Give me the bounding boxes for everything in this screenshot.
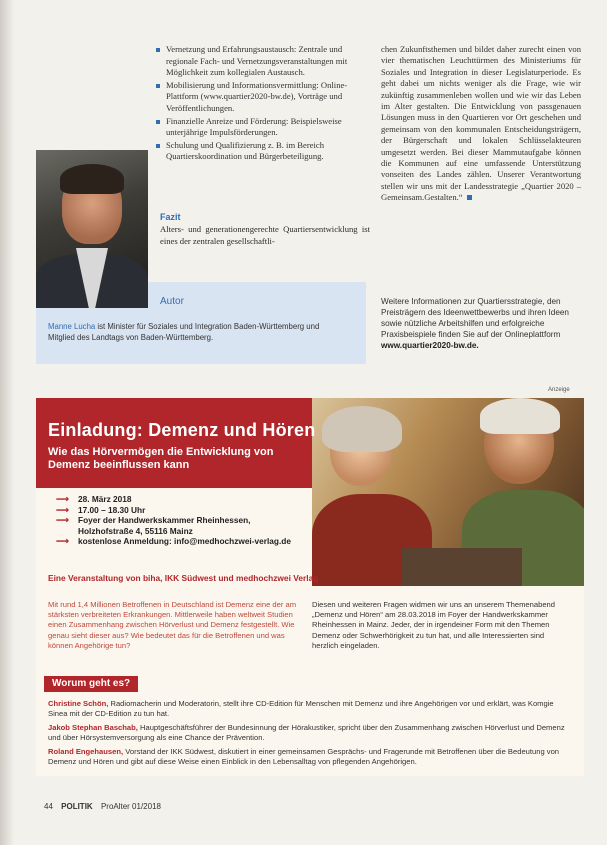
author-photo	[36, 150, 148, 308]
page-fold-shadow	[0, 0, 14, 845]
speaker-text: Vorstand der IKK Südwest, diskutiert in einer gemeinsamen Gesprächs- und Fragerunde mit Betroffenen über die Bedeutung von Demenz und Hören und gibt auf diese Weise einen Einblick in den Lebensalltag von pflegenden Angehörigen.	[48, 746, 560, 767]
ad-title	[48, 420, 315, 441]
page-number: 44	[44, 802, 53, 811]
bullet-item: Mobilisierung und Informationsvermittlung: Online-Plattform (www.quartier2020-bw.de), Vorträge und Veröffentlichungen.	[156, 80, 370, 115]
footer-section: POLITIK	[61, 802, 93, 811]
speaker-item	[48, 723, 573, 744]
speaker-name: Christine Schön,	[48, 699, 109, 708]
speaker-text: Hauptgeschäftsführer der Bundesinnung der Hörakustiker, spricht über den Zusammenhang zwischen Hörverlust und Demenz und über Hörsystemversorgung als eine Chance der Prävention.	[48, 722, 565, 743]
fazit-heading: Fazit	[160, 212, 181, 222]
event-organizer: Eine Veranstaltung von biha, IKK Südwest und medhochzwei Verlag	[48, 573, 319, 583]
page-footer	[44, 802, 161, 811]
author-description: ist Minister für Soziales und Integration Baden-Württemberg und Mitglied des Landtags von Baden-Württemberg.	[48, 322, 320, 342]
footer-magazine: ProAlter 01/2018	[100, 802, 161, 811]
ad-title-rest: : Demenz und Hören	[136, 420, 316, 440]
event-details	[56, 494, 308, 547]
arrow-right-icon: ⟶	[56, 536, 69, 547]
ad-intro-right: Diesen und weiteren Fragen widmen wir uns an unserem Themenabend „Demenz und Hören“ am 28.03.2018 im Foyer der Handwerkskammer Rheinhessen in Mainz. Jeder, der in irgendeiner Form mit den Themen Demenz oder Schwerhörigkeit zu tun hat, und alle Interessierten sind herzlich eingeladen.	[312, 600, 555, 650]
speaker-list	[48, 699, 573, 770]
arrow-right-icon: ⟶	[56, 504, 69, 515]
ad-subtitle: Wie das Hörvermögen die Entwicklung von Demenz beeinflussen kann	[48, 446, 274, 471]
event-date: 28. März 2018	[78, 494, 132, 504]
bullet-item: Schulung und Qualifizierung z. B. im Bereich Quartierskoordination und Bürgerbeteiligung.	[156, 140, 370, 163]
arrow-right-icon: ⟶	[56, 494, 69, 504]
platform-link[interactable]: www.quartier2020-bw.de.	[381, 341, 479, 350]
ad-photo	[312, 398, 584, 586]
speaker-item	[48, 699, 573, 720]
ad-intro-left: Mit rund 1,4 Millionen Betroffenen in Deutschland ist Demenz eine der am stärksten verbreiteten Erkrankungen. Mittlerweile haben weltweit Studien einen Zusammenhang zwischen Hörverlust und Demenz festgestellt. Wie genau sieht dieser aus? Wie bedeutet das für die Betroffenen und was können Angehörige tun?	[48, 600, 297, 650]
speaker-name: Roland Engehausen,	[48, 746, 124, 756]
event-venue: Foyer der Handwerkskammer Rheinhessen,	[78, 515, 251, 526]
event-address: Holzhofstraße 4, 55116 Mainz	[78, 525, 193, 536]
speaker-name: Jakob Stephan Baschab,	[48, 722, 138, 732]
event-time: 17.00 – 18.30 Uhr	[78, 504, 146, 515]
more-info	[381, 296, 586, 351]
ad-title-banner	[36, 398, 312, 488]
speaker-item	[48, 747, 573, 768]
support-bullet-list	[156, 44, 370, 164]
speaker-text: Radiomacherin und Moderatorin, stellt ihre CD-Edition für Menschen mit Demenz und ihre Angehörigen vor und erklärt, was Komgie Sinea mit der CD-Edition zu tun hat.	[48, 699, 554, 719]
right-column-body: chen Zukunftsthemen und bildet daher zurecht einen von vier thematischen Leuchttürmen des Ministeriums für Soziales und Integration in dieser Legislaturperiode. Es geht dabei um nichts weniger als die Frage, wie wir zukünftig zusammenleben wollen und wie wir das Leben im Alter gestalten. Die Entwicklung von passgenauen Lösungen muss in den Quartieren vor Ort geschehen und gemeinsam von den kommunalen Entscheidungsträgern, der Bürgerschaft und lokalen Schlüsselakteuren umgesetzt werden. Bei dieser Mammutaufgabe können die Kommunen auf eine umfassende Unterstützung vonseiten des Landes zählen. Unserer Verantwortung stellen wir uns mit der Landesstrategie „Quartier 2020 – Gemeinsam.Gestalten.“	[381, 44, 581, 203]
author-bio	[48, 322, 348, 343]
right-column-text	[381, 44, 581, 204]
author-name: Manne Lucha	[48, 322, 96, 331]
worum-heading: Worum geht es?	[44, 676, 138, 692]
author-heading: Autor	[160, 296, 184, 307]
bullet-item: Finanzielle Anreize und Förderung: Beispielsweise unterjährige Impulsförderungen.	[156, 116, 370, 139]
ad-title-prefix: Einladung	[48, 420, 137, 440]
end-square-icon	[467, 195, 472, 200]
bullet-item: Vernetzung und Erfahrungsaustausch: Zentrale und regionale Fach- und Vernetzungsveranstaltungen mit Möglichkeit zum kollegialen Austausch.	[156, 44, 370, 79]
more-info-text: Weitere Informationen zur Quartiersstrategie, den Preisträgern des Ideenwettbewerbs und ihren Ideen sowie nützliche Arbeitshilfen und erfolgreiche Praxisbeispiele finden Sie auf der Onlineplattform	[381, 297, 569, 339]
event-registration[interactable]: kostenlose Anmeldung: info@medhochzwei-verlag.de	[78, 536, 291, 547]
fazit-text: Alters- und generationengerechte Quartiersentwicklung ist eines der zentralen gesellschaftli-	[160, 224, 370, 246]
ad-label: Anzeige	[548, 387, 570, 393]
arrow-right-icon: ⟶	[56, 515, 69, 526]
